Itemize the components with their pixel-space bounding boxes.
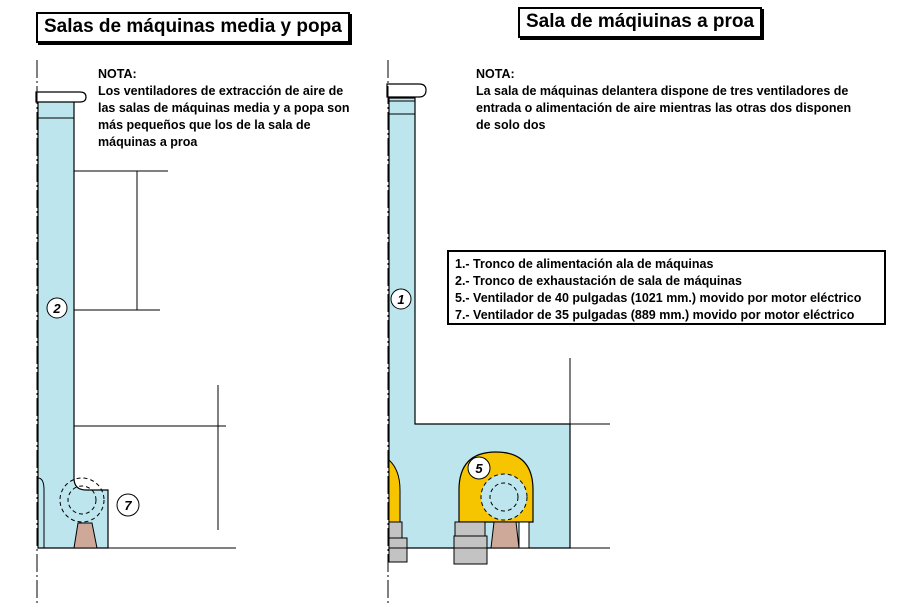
exhaust-duct xyxy=(38,98,108,548)
callout-2: 2 xyxy=(53,301,61,316)
right-note-line: de solo dos xyxy=(476,118,546,132)
legend-item-5: 5.- Ventilador de 40 pulgadas (1021 mm.) movido por motor eléctrico xyxy=(455,291,862,305)
legend-item-2: 2.- Tronco de exhaustación de sala de máquinas xyxy=(455,274,742,288)
right-diagram xyxy=(387,60,610,606)
callout-7: 7 xyxy=(124,498,132,513)
fan-5-outer xyxy=(481,474,527,520)
left-note-heading: NOTA: xyxy=(98,67,137,81)
legend-item-1: 1.- Tronco de alimentación ala de máquinas xyxy=(455,257,714,271)
fan-5-motor xyxy=(491,522,519,548)
left-note-line: más pequeños que los de la sala de xyxy=(98,118,311,132)
legend-item-7: 7.- Ventilador de 35 pulgadas (889 mm.) movido por motor eléctrico xyxy=(455,308,855,322)
left-title: Salas de máquinas media y popa xyxy=(36,12,350,43)
right-note-line: entrada o alimentación de aire mientras las otras dos disponen xyxy=(476,101,852,115)
left-note-line: las salas de máquinas media y a popa son xyxy=(98,101,350,115)
left-note xyxy=(98,66,373,151)
left-note-line: Los ventiladores de extracción de aire de xyxy=(98,84,344,98)
right-note xyxy=(476,66,896,134)
right-title: Sala de máqiuinas a proa xyxy=(518,7,762,38)
right-note-line: La sala de máquinas delantera dispone de tres ventiladores de xyxy=(476,84,849,98)
left-note-line: máquinas a proa xyxy=(98,135,198,149)
duct-cap-right xyxy=(387,84,426,97)
callout-1: 1 xyxy=(397,292,405,307)
callout-5: 5 xyxy=(475,461,483,476)
base-center xyxy=(454,522,487,564)
legend-box xyxy=(447,250,886,325)
duct-cap xyxy=(36,92,86,102)
right-note-heading: NOTA: xyxy=(476,67,515,81)
